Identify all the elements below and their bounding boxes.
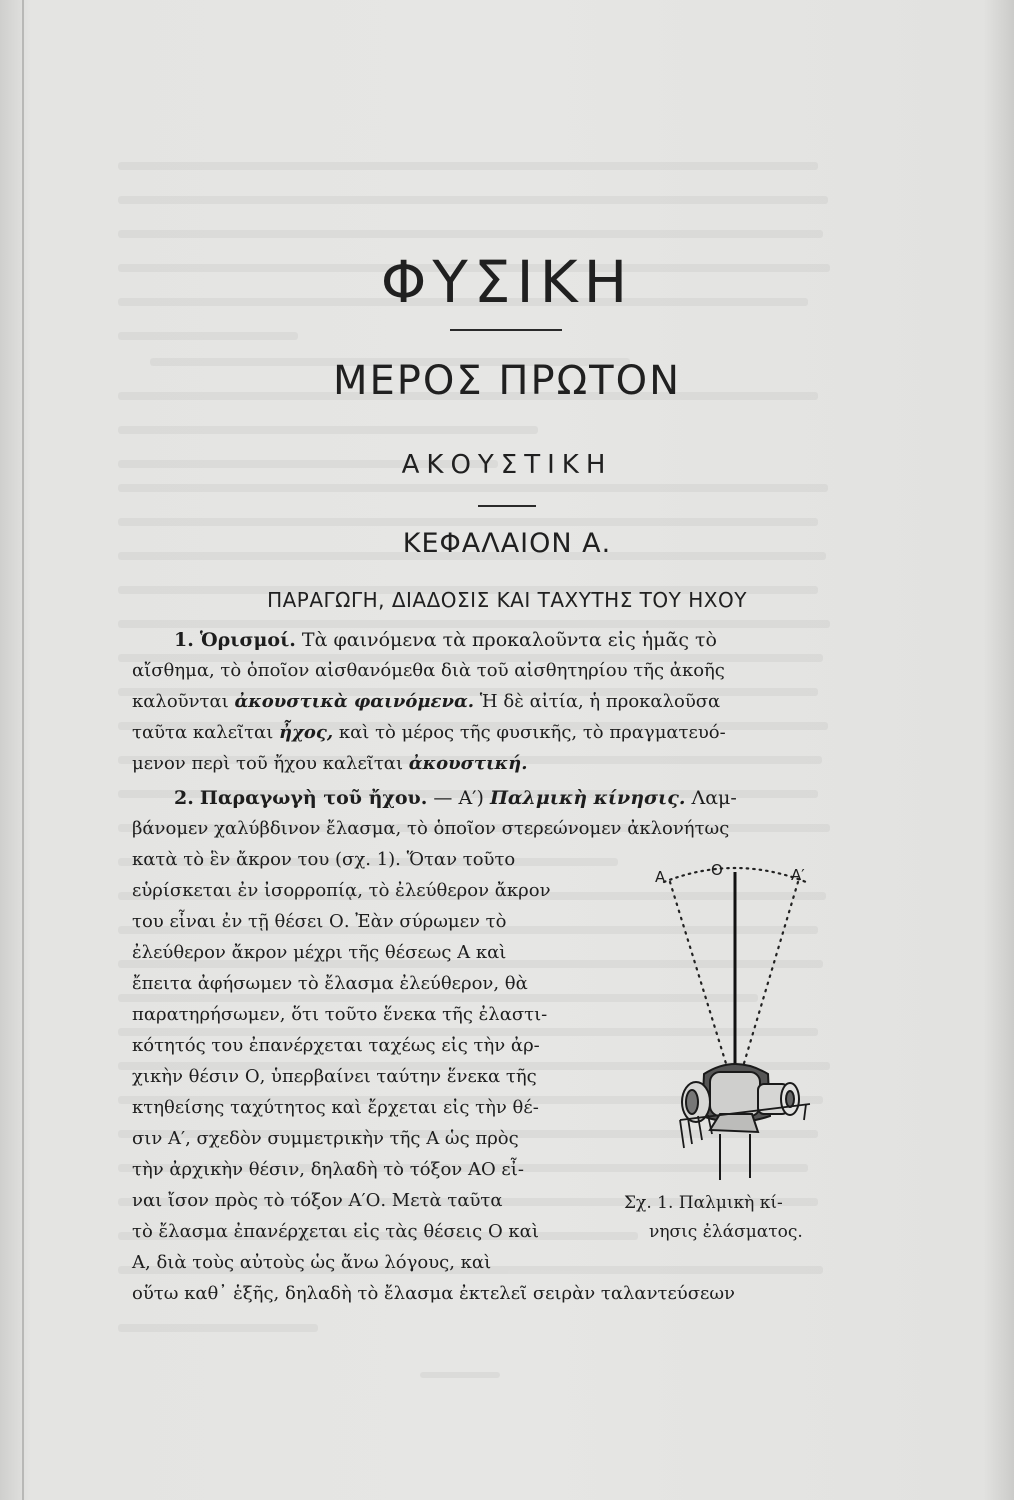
section-heading: ΑΚΟΥΣΤΙΚΗ: [401, 450, 613, 480]
para2-heading: Παραγωγὴ τοῦ ἤχου.: [199, 787, 428, 809]
para1-line-3-post: Ἡ δὲ αἰτία, ἡ προκαλοῦσα: [479, 691, 721, 712]
section-underline: [478, 505, 536, 507]
para2-line-13: τὴν ἀρχικὴν θέσιν, δηλαδὴ τὸ τόξον ΑΟ εἶ-: [132, 1159, 524, 1180]
para1-heading: Ὁρισμοί.: [199, 629, 296, 651]
para2-line-17: οὕτω καθ᾽ ἑξῆς, δηλαδὴ τὸ ἔλασμα ἐκτελεῖ σειρὰν ταλαντεύσεων: [132, 1283, 735, 1304]
para2-line-10: χικὴν θέσιν Ο, ὑπερβαίνει ταύτην ἕνεκα τῆς: [132, 1066, 537, 1087]
para2-line-12: σιν Α′, σχεδὸν συμμετρικὴν τῆς Α ὡς πρὸς: [132, 1128, 519, 1149]
para2-line-2: βάνομεν χαλύβδινον ἔλασμα, τὸ ὁποῖον στερεώνομεν ἀκλονήτως: [132, 818, 730, 839]
figure-label-a: Α: [655, 868, 666, 886]
term-acoustic-phenomena: ἀκουστικὰ φαινόμενα.: [234, 691, 475, 712]
para1-line-1: [174, 625, 717, 655]
para2-line-7: ἔπειτα ἀφήσωμεν τὸ ἔλασμα ἐλεύθερον, θὰ: [132, 973, 528, 994]
term-sound: ἦχος,: [279, 722, 334, 743]
figure-vibrating-strip: [640, 858, 830, 1188]
para2-subheading: Παλμικὴ κίνησις.: [489, 787, 686, 809]
term-acoustics: ἀκουστική.: [408, 753, 528, 774]
para2-line-14: ναι ἴσον πρὸς τὸ τόξον Α′Ο. Μετὰ ταῦτα: [132, 1190, 503, 1211]
para2-number: 2.: [174, 787, 194, 809]
para2-line-4: εὑρίσκεται ἐν ἰσορροπίᾳ, τὸ ἐλεύθερον ἄκρον: [132, 880, 551, 901]
page-title: ΦΥΣΙΚΗ: [380, 248, 634, 316]
figure-position-a-prime: [742, 882, 798, 1070]
figure-caption-line-1: Σχ. 1. Παλμικὴ κί-: [624, 1193, 783, 1213]
para2-line-5: του εἶναι ἐν τῇ θέσει Ο. Ἐὰν σύρωμεν τὸ: [132, 911, 507, 932]
para1-line-5: [132, 749, 528, 779]
para1-line-4-post: καὶ τὸ μέρος τῆς φυσικῆς, τὸ πραγματευό-: [338, 722, 726, 743]
para2-line-11: κτηθείσης ταχύτητος καὶ ἔρχεται εἰς τὴν θέ-: [132, 1097, 539, 1118]
para2-dash: — Α′): [433, 787, 484, 809]
para2-line-16: Α, διὰ τοὺς αὐτοὺς ὡς ἄνω λόγους, καὶ: [132, 1252, 492, 1273]
chapter-heading: ΚΕΦΑΛΑΙΟΝ Α.: [402, 528, 612, 559]
figure-label-a-prime: Α′: [791, 866, 805, 884]
para1-line-2: αἴσθημα, τὸ ὁποῖον αἰσθανόμεθα διὰ τοῦ αἰσθητηρίου τῆς ἀκοῆς: [132, 660, 725, 681]
figure-label-o: Ο: [711, 861, 723, 879]
para2-line-8: παρατηρήσωμεν, ὅτι τοῦτο ἕνεκα τῆς ἐλαστι-: [132, 1004, 548, 1025]
figure-position-a: [670, 882, 728, 1070]
para1-line-3-pre: καλοῦνται: [132, 691, 229, 712]
para1-number: 1.: [174, 629, 194, 651]
para2-line-1-end: Λαμ-: [691, 787, 737, 809]
part-heading: ΜΕΡΟΣ ΠΡΩΤΟΝ: [333, 358, 681, 404]
para2-line-6: ἐλεύθερον ἄκρον μέχρι τῆς θέσεως Α καὶ: [132, 942, 507, 963]
para2-line-3: κατὰ τὸ ἓν ἄκρον του (σχ. 1). Ὅταν τοῦτο: [132, 849, 516, 870]
para1-line-5-pre: μενον περὶ τοῦ ἤχου καλεῖται: [132, 753, 404, 774]
chapter-subtitle: ΠΑΡΑΓΩΓΗ, ΔΙΑΔΟΣΙΣ ΚΑΙ ΤΑΧΥΤΗΣ ΤΟΥ ΗΧΟΥ: [267, 588, 747, 612]
title-underline: [450, 329, 562, 331]
para1-line-1-text: Τὰ φαινόμενα τὰ προκαλοῦντα εἰς ἡμᾶς τὸ: [301, 629, 717, 651]
para1-line-4-pre: ταῦτα καλεῖται: [132, 722, 274, 743]
figure-caption-line-2: νησις ἐλάσματος.: [649, 1222, 803, 1242]
page-binding-edge: [22, 0, 24, 1500]
para2-line-1: [174, 783, 737, 813]
para2-line-15: τὸ ἔλασμα ἐπανέρχεται εἰς τὰς θέσεις Ο καὶ: [132, 1221, 539, 1242]
para2-line-9: κότητός του ἐπανέρχεται ταχέως εἰς τὴν ἀρ-: [132, 1035, 540, 1056]
para1-line-3: [132, 687, 720, 717]
para1-line-4: [132, 718, 726, 748]
